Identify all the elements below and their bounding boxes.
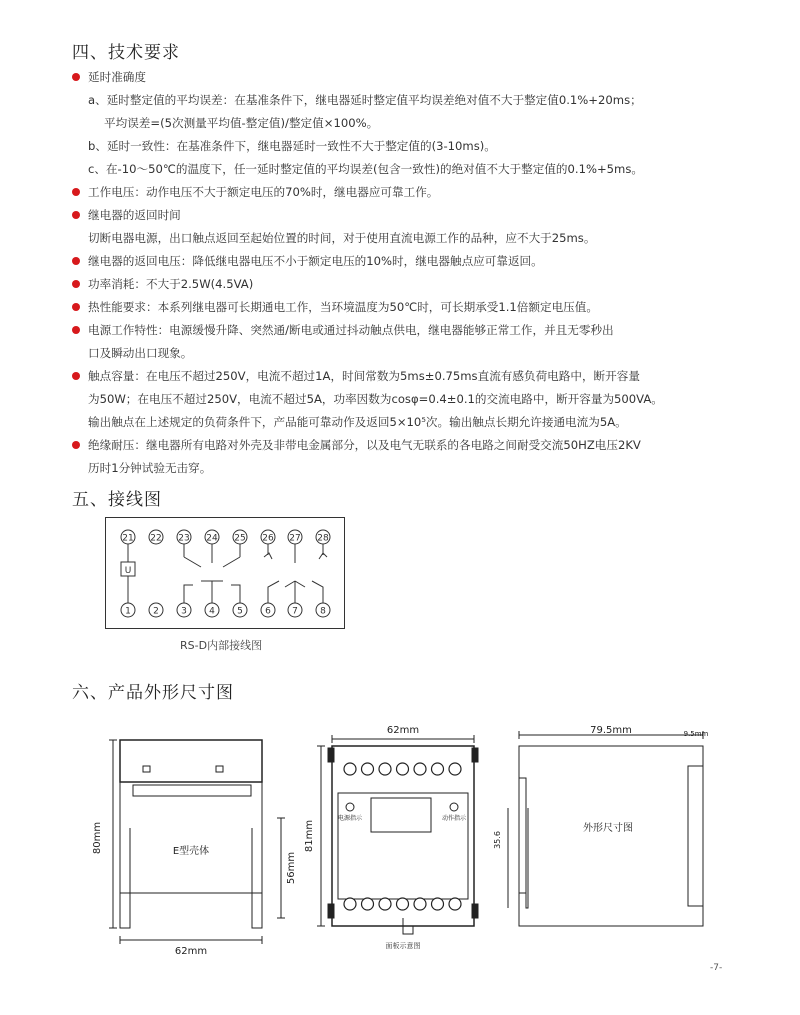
- contact-line3: 输出触点在上述规定的负荷条件下，产品能可靠动作及返回5×10⁵次。输出触点长期允许接通电流为5A。: [88, 415, 627, 429]
- terminal-number: 25: [234, 533, 246, 544]
- contact-line2: 为50W；在电压不超过250V，电流不超过5A，功率因数为cosφ=0.4±0.1的交流电路中，断开容量为500VA。: [88, 392, 663, 406]
- terminal-screw: [379, 898, 391, 910]
- coil-label: U: [124, 566, 132, 576]
- action-indicator-label: 动作指示: [441, 815, 467, 822]
- terminal-number: 4: [209, 606, 215, 617]
- bullet: [72, 372, 80, 380]
- terminal-number: 24: [206, 533, 218, 544]
- terminal-number: 26: [262, 533, 274, 544]
- front-width-label: 62mm: [386, 725, 420, 736]
- terminal-number: 3: [181, 606, 187, 617]
- power-indicator-label: 电源指示: [337, 815, 363, 822]
- terminal-screw: [344, 763, 356, 775]
- terminal-screw: [344, 898, 356, 910]
- delay-c: c、在-10～50℃的温度下，任一延时整定值的平均误差(包含一致性)的绝对值不大于整定值的0.1%+5ms。: [88, 162, 643, 176]
- terminal-screw: [397, 898, 409, 910]
- terminal-number: 27: [289, 533, 301, 544]
- terminal-number: 23: [178, 533, 190, 544]
- terminal-number: 22: [150, 533, 162, 544]
- terminal-screw: [449, 763, 461, 775]
- section-title-wiring: 五、接线图: [72, 490, 162, 510]
- profile-width-label: 79.5mm: [590, 725, 632, 736]
- delay-title: 延时准确度: [88, 70, 146, 84]
- return-time-body: 切断电器电源，出口触点返回至起始位置的时间，对于使用直流电源工作的品种，应不大于25ms。: [88, 231, 596, 245]
- thermal-performance: 热性能要求：本系列继电器可长期通电工作，当环境温度为50℃时，可长期承受1.1倍额定电压值。: [88, 300, 598, 314]
- power-consumption: 功率消耗：不大于2.5W(4.5VA): [88, 277, 254, 291]
- insulation-line2: 历时1分钟试验无击穿。: [88, 461, 212, 475]
- terminal-screw: [379, 763, 391, 775]
- terminal-number: 8: [320, 606, 326, 617]
- bullet: [72, 303, 80, 311]
- terminal-screw: [362, 763, 374, 775]
- return-voltage: 继电器的返回电压：降低继电器电压不小于额定电压的10%时，继电器触点应可靠返回。: [88, 254, 543, 268]
- page-number: -7-: [710, 963, 723, 973]
- bullet: [72, 280, 80, 288]
- delay-a-line2: 平均误差=(5次测量平均值-整定值)/整定值×100%。: [104, 116, 379, 130]
- return-time-title: 继电器的返回时间: [88, 208, 181, 222]
- insulation-line1: 绝缘耐压：继电器所有电路对外壳及非带电金属部分，以及电气无联系的各电路之间耐受交流50HZ电压2KV: [88, 438, 641, 452]
- side-housing-label: E型壳体: [172, 846, 210, 857]
- delay-a-line1: a、延时整定值的平均误差：在基准条件下，继电器延时整定值平均误差绝对值不大于整定值0.1%+20ms；: [88, 93, 642, 107]
- front-height-label: 81mm: [304, 819, 315, 853]
- delay-b: b、延时一致性：在基准条件下，继电器延时一致性不大于整定值的(3-10ms)。: [88, 139, 496, 153]
- supply-line1: 电源工作特性：电源缓慢升降、突然通/断电或通过抖动触点供电，继电器能够正常工作，并且无零秒出: [88, 323, 614, 337]
- wiring-caption: RS-D内部接线图: [180, 639, 263, 652]
- terminal-number: 1: [125, 606, 131, 617]
- terminal-screw: [362, 898, 374, 910]
- bullet: [72, 326, 80, 334]
- terminal-screw: [449, 898, 461, 910]
- terminal-number: 2: [153, 606, 159, 617]
- terminal-screw: [432, 763, 444, 775]
- bullet: [72, 188, 80, 196]
- terminal-screw: [432, 898, 444, 910]
- contact-line1: 触点容量：在电压不超过250V，电流不超过1A，时间常数为5ms±0.75ms直流有感负荷电路中，断开容量: [88, 369, 640, 383]
- section-title-dimensions: 六、产品外形尺寸图: [72, 683, 234, 703]
- terminal-screw: [414, 898, 426, 910]
- side-body-height-label: 56mm: [286, 851, 297, 885]
- side-width-label: 62mm: [174, 946, 208, 957]
- terminal-screw: [397, 763, 409, 775]
- profile-label: 外形尺寸图: [583, 823, 633, 834]
- profile-small-label: 9.5mm: [683, 730, 709, 738]
- working-voltage: 工作电压：动作电压不大于额定电压的70%时，继电器应可靠工作。: [88, 185, 439, 199]
- side-height-label: 80mm: [92, 821, 103, 855]
- dimension-drawings: [88, 718, 728, 958]
- front-caption: 面板示意图: [385, 942, 421, 950]
- profile-rail-label: 35.6: [493, 831, 502, 849]
- terminal-number: 6: [265, 606, 271, 617]
- terminal-screw: [414, 763, 426, 775]
- terminal-number: 21: [122, 533, 134, 544]
- bullet: [72, 257, 80, 265]
- section-title-technical: 四、技术要求: [72, 43, 180, 63]
- bullet: [72, 441, 80, 449]
- terminal-number: 5: [237, 606, 243, 617]
- terminal-number: 28: [317, 533, 329, 544]
- bullet: [72, 211, 80, 219]
- terminal-number: 7: [292, 606, 298, 617]
- supply-line2: 口及瞬动出口现象。: [88, 346, 193, 360]
- wiring-diagram: [105, 517, 345, 629]
- bullet: [72, 73, 80, 81]
